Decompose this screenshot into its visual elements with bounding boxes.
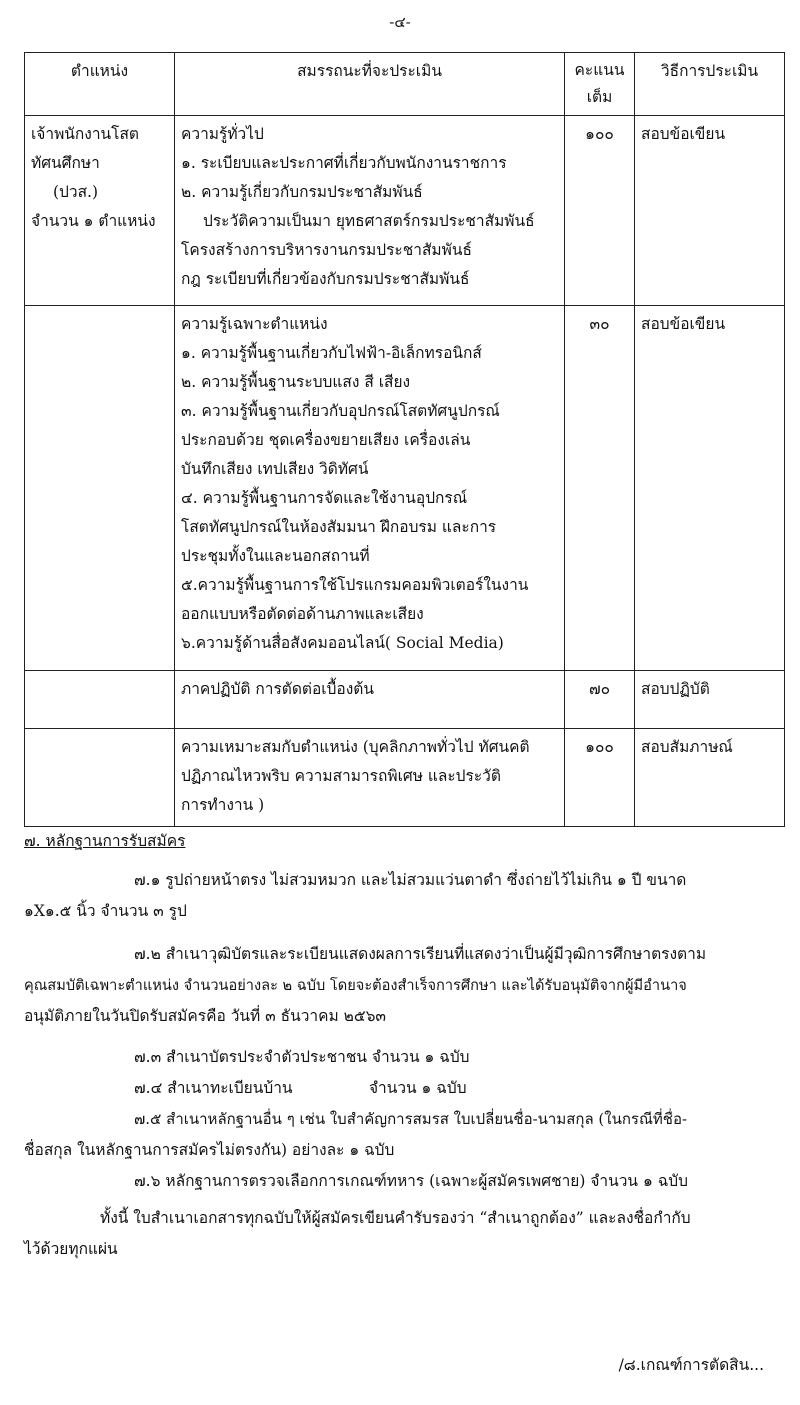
method-cell: สอบปฏิบัติ bbox=[635, 671, 785, 729]
competency-line: ๒. ความรู้พื้นฐานระบบแสง สี เสียง bbox=[181, 373, 411, 391]
header-score: คะแนน เต็ม bbox=[565, 53, 635, 116]
competency-cell bbox=[175, 306, 565, 671]
item-7-2-cont: อนุมัติภายในวันปิดรับสมัครคือ วันที่ ๓ ธันวาคม ๒๕๖๓ bbox=[24, 1007, 387, 1025]
header-competency: สมรรถนะที่จะประเมิน bbox=[175, 53, 565, 116]
competency-line: ประชุมทั้งในและนอกสถานที่ bbox=[181, 547, 370, 565]
item-7-6: ๗.๖ หลักฐานการตรวจเลือกการเกณฑ์ทหาร (เฉพาะผู้สมัครเพศชาย) จำนวน ๑ ฉบับ bbox=[134, 1172, 688, 1190]
table-row bbox=[25, 671, 785, 729]
method-cell: สอบข้อเขียน bbox=[635, 116, 785, 306]
competency-line: ๑. ความรู้พื้นฐานเกี่ยวกับไฟฟ้า-อิเล็กทรอนิกส์ bbox=[181, 344, 482, 362]
competency-line: ๔. ความรู้พื้นฐานการจัดและใช้งานอุปกรณ์ bbox=[181, 489, 468, 507]
competency-line: ๖.ความรู้ด้านสื่อสังคมออนไลน์( Social Media) bbox=[181, 634, 504, 652]
item-7-1: ๗.๑ รูปถ่ายหน้าตรง ไม่สวมหมวก และไม่สวมแว่นตาดำ ซึ่งถ่ายไว้ไม่เกิน ๑ ปี ขนาด bbox=[134, 871, 687, 889]
item-7-1-cont: ๑X๑.๕ นิ้ว จำนวน ๓ รูป bbox=[24, 902, 187, 920]
competency-line: ความรู้เฉพาะตำแหน่ง bbox=[181, 315, 328, 333]
competency-table bbox=[24, 52, 785, 827]
table-header-row bbox=[25, 53, 785, 116]
position-cell bbox=[25, 116, 175, 306]
table-row bbox=[25, 306, 785, 671]
item-7-2-cont: คุณสมบัติเฉพาะตำแหน่ง จำนวนอย่างละ ๒ ฉบับ โดยจะต้องสำเร็จการศึกษา และได้รับอนุมัติจากผู้มีอำนาจ bbox=[24, 977, 687, 994]
competency-cell bbox=[175, 729, 565, 827]
competency-line: ๒. ความรู้เกี่ยวกับกรมประชาสัมพันธ์ bbox=[181, 183, 423, 201]
note-cont: ไว้ด้วยทุกแผ่น bbox=[24, 1240, 118, 1258]
score-cell: ๓๐ bbox=[565, 306, 635, 671]
item-7-3: ๗.๓ สำเนาบัตรประจำตัวประชาชน จำนวน ๑ ฉบับ bbox=[134, 1048, 470, 1066]
next-page-reference: /๘.เกณฑ์การตัดสิน... bbox=[618, 1356, 764, 1374]
competency-line: ๕.ความรู้พื้นฐานการใช้โปรแกรมคอมพิวเตอร์ในงาน bbox=[181, 576, 529, 594]
table-row bbox=[25, 729, 785, 827]
item-7-2: ๗.๒ สำเนาวุฒิบัตรและระเบียนแสดงผลการเรียนที่แสดงว่าเป็นผู้มีวุฒิการศึกษาตรงตาม bbox=[134, 945, 707, 963]
competency-line: ปฏิภาณไหวพริบ ความสามารถพิเศษ และประวัติ bbox=[181, 767, 501, 785]
note: ทั้งนี้ ใบสำเนาเอกสารทุกฉบับให้ผู้สมัครเขียนคำรับรองว่า “สำเนาถูกต้อง” และลงชื่อกำกับ bbox=[100, 1209, 691, 1227]
position-line: (ปวส.) bbox=[53, 183, 99, 201]
competency-line: การทำงาน ) bbox=[181, 796, 265, 814]
competency-line: กฎ ระเบียบที่เกี่ยวข้องกับกรมประชาสัมพันธ์ bbox=[181, 270, 470, 288]
position-line: ทัศนศึกษา bbox=[31, 154, 100, 172]
competency-line: ความรู้ทั่วไป bbox=[181, 125, 264, 143]
competency-cell bbox=[175, 116, 565, 306]
item-7-4-label: ๗.๔ สำเนาทะเบียนบ้าน bbox=[134, 1079, 293, 1097]
item-7-4-count: จำนวน ๑ ฉบับ bbox=[368, 1079, 467, 1097]
method-cell: สอบข้อเขียน bbox=[635, 306, 785, 671]
position-cell bbox=[25, 729, 175, 827]
competency-line: ๓. ความรู้พื้นฐานเกี่ยวกับอุปกรณ์โสตทัศนูปกรณ์ bbox=[181, 402, 500, 420]
position-line: เจ้าพนักงานโสต bbox=[31, 125, 140, 143]
section-title: ๗. หลักฐานการรับสมัคร bbox=[24, 832, 186, 850]
competency-line: โครงสร้างการบริหารงานกรมประชาสัมพันธ์ bbox=[181, 241, 472, 259]
competency-line: ความเหมาะสมกับตำแหน่ง (บุคลิกภาพทั่วไป ทัศนคติ bbox=[181, 738, 530, 756]
page-number: -๔- bbox=[389, 13, 411, 31]
item-7-4 bbox=[24, 1073, 784, 1104]
item-7-5: ๗.๕ สำเนาหลักฐานอื่น ๆ เช่น ใบสำคัญการสมรส ใบเปลี่ยนชื่อ-นามสกุล (ในกรณีที่ชื่อ- bbox=[134, 1110, 688, 1128]
competency-line: ภาคปฏิบัติ การตัดต่อเบื้องต้น bbox=[181, 680, 374, 698]
table-row bbox=[25, 116, 785, 306]
score-cell: ๑๐๐ bbox=[565, 729, 635, 827]
method-cell: สอบสัมภาษณ์ bbox=[635, 729, 785, 827]
competency-line: โสตทัศนูปกรณ์ในห้องสัมมนา ฝึกอบรม และการ bbox=[181, 518, 497, 536]
competency-line: ๑. ระเบียบและประกาศที่เกี่ยวกับพนักงานราชการ bbox=[181, 154, 507, 172]
section-7 bbox=[24, 826, 784, 1265]
position-cell bbox=[25, 671, 175, 729]
competency-line: บันทึกเสียง เทปเสียง วิดิทัศน์ bbox=[181, 460, 369, 478]
competency-line: ประกอบด้วย ชุดเครื่องขยายเสียง เครื่องเล่น bbox=[181, 431, 471, 449]
position-cell bbox=[25, 306, 175, 671]
competency-line: ออกแบบหรือตัดต่อด้านภาพและเสียง bbox=[181, 605, 424, 623]
competency-line: ประวัติความเป็นมา ยุทธศาสตร์กรมประชาสัมพันธ์ bbox=[203, 212, 535, 230]
score-cell: ๗๐ bbox=[565, 671, 635, 729]
header-method: วิธีการประเมิน bbox=[635, 53, 785, 116]
item-7-5-cont: ชื่อสกุล ในหลักฐานการสมัครไม่ตรงกัน) อย่างละ ๑ ฉบับ bbox=[24, 1141, 395, 1159]
competency-cell bbox=[175, 671, 565, 729]
position-line: จำนวน ๑ ตำแหน่ง bbox=[31, 212, 156, 230]
header-position: ตำแหน่ง bbox=[25, 53, 175, 116]
score-cell: ๑๐๐ bbox=[565, 116, 635, 306]
